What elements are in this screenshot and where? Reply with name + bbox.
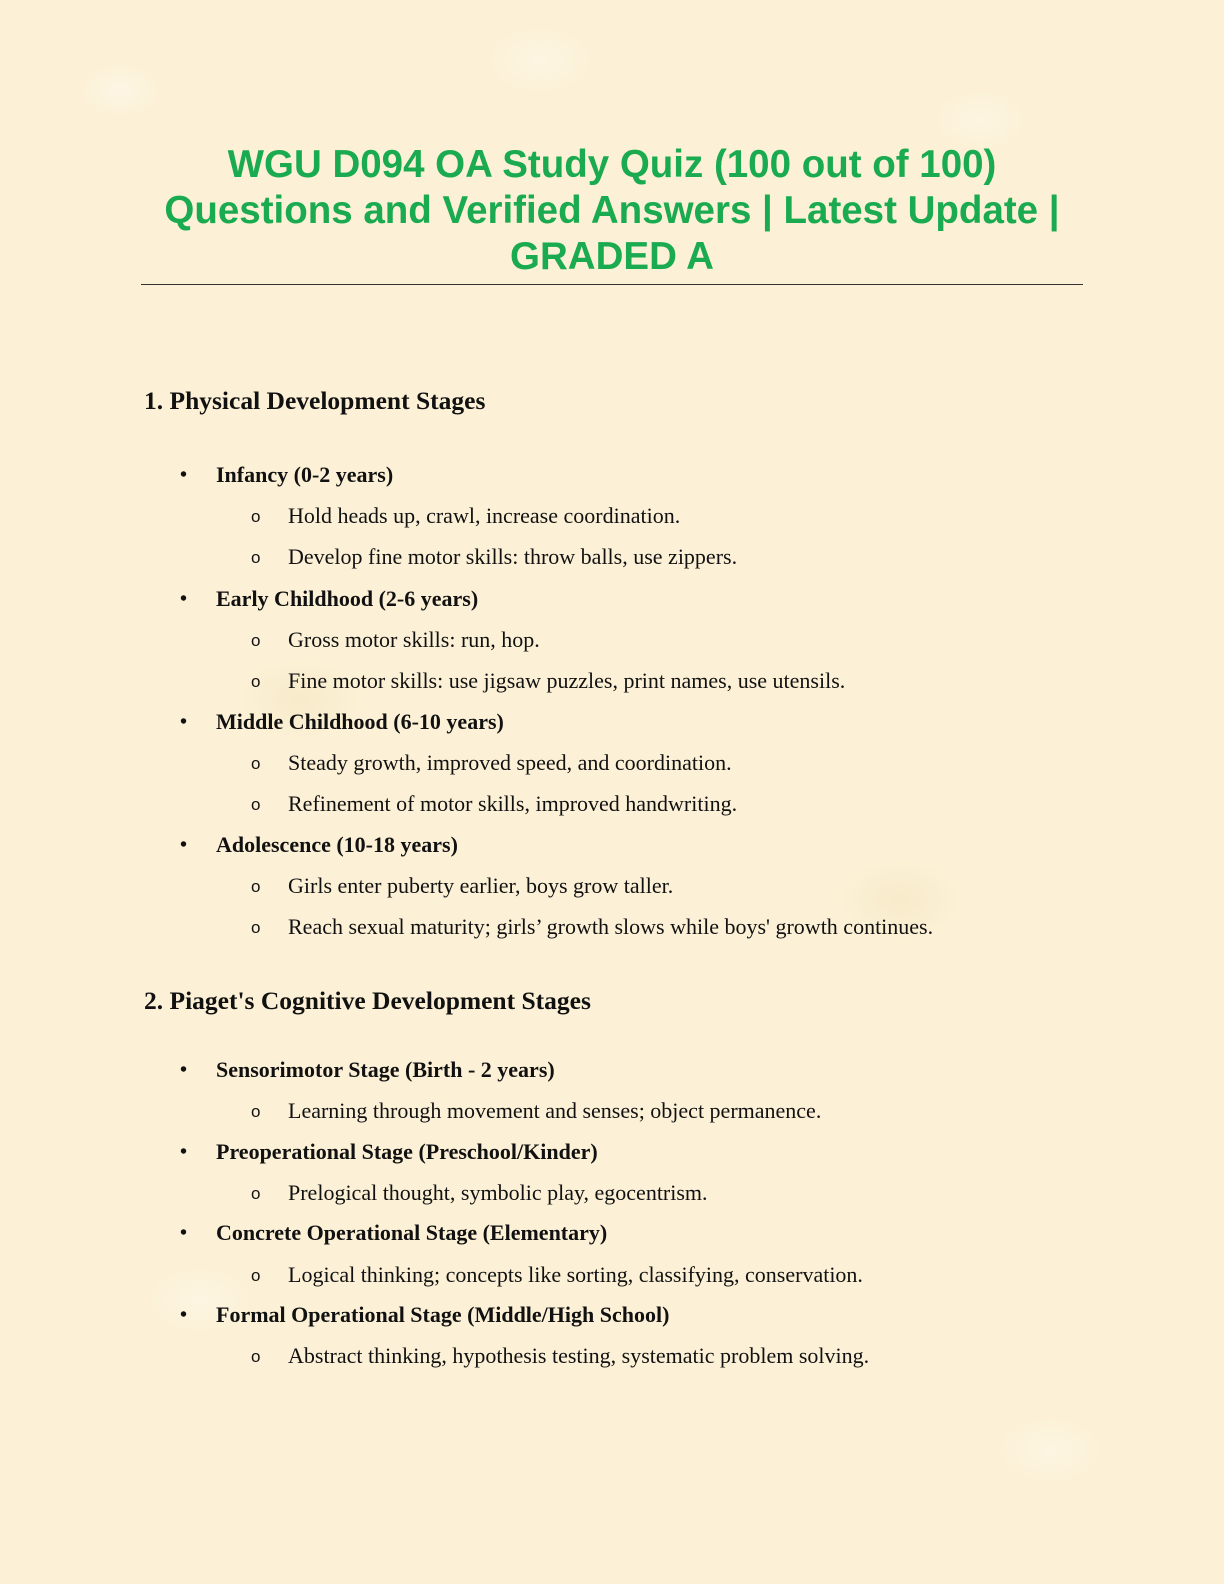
hollow-bullet-icon: o: [251, 754, 261, 773]
bullet-icon: •: [180, 834, 188, 856]
bullet-icon: •: [180, 1304, 188, 1326]
title-divider: [141, 284, 1083, 285]
sub-list-item-text: Girls enter puberty earlier, boys grow taller.: [288, 873, 674, 898]
hollow-bullet-icon: o: [251, 918, 261, 937]
sub-list-item-text: Learning through movement and senses; object permanence.: [288, 1098, 822, 1123]
section-heading-piaget-cognitive: 2. Piaget's Cognitive Development Stages: [144, 986, 591, 1015]
bullet-icon: •: [180, 1141, 188, 1163]
sub-list-item-text: Prelogical thought, symbolic play, egocentrism.: [288, 1180, 708, 1205]
hollow-bullet-icon: o: [251, 507, 261, 526]
document-title: [142, 142, 1082, 280]
hollow-bullet-icon: o: [251, 1184, 261, 1203]
bullet-icon: •: [180, 1222, 188, 1244]
list-item-label: Adolescence (10-18 years): [216, 832, 458, 857]
list-item-label: Concrete Operational Stage (Elementary): [216, 1220, 608, 1245]
sub-list-item-text: Develop fine motor skills: throw balls, use zippers.: [288, 544, 738, 569]
hollow-bullet-icon: o: [251, 631, 261, 650]
hollow-bullet-icon: o: [251, 877, 261, 896]
sub-list-item-text: Logical thinking; concepts like sorting, classifying, conservation.: [288, 1262, 863, 1287]
bullet-icon: •: [180, 464, 188, 486]
title-line-2: Questions and Verified Answers | Latest Update |: [164, 189, 1060, 232]
hollow-bullet-icon: o: [251, 1347, 261, 1366]
hollow-bullet-icon: o: [251, 1266, 261, 1285]
section-heading-physical-development: 1. Physical Development Stages: [144, 386, 486, 415]
sub-list-item-text: Abstract thinking, hypothesis testing, systematic problem solving.: [288, 1343, 870, 1368]
hollow-bullet-icon: o: [251, 795, 261, 814]
hollow-bullet-icon: o: [251, 548, 261, 567]
sub-list-item-text: Hold heads up, crawl, increase coordination.: [288, 503, 681, 528]
list-item-label: Sensorimotor Stage (Birth - 2 years): [216, 1057, 555, 1082]
list-item-label: Infancy (0-2 years): [216, 462, 394, 487]
sub-list-item-text: Steady growth, improved speed, and coordination.: [288, 750, 732, 775]
bullet-icon: •: [180, 1059, 188, 1081]
sub-list-item-text: Fine motor skills: use jigsaw puzzles, print names, use utensils.: [288, 668, 846, 693]
bullet-icon: •: [180, 711, 188, 733]
sub-list-item-text: Gross motor skills: run, hop.: [288, 627, 540, 652]
title-line-1: WGU D094 OA Study Quiz (100 out of 100): [227, 143, 997, 186]
title-line-3: GRADED A: [510, 235, 714, 278]
hollow-bullet-icon: o: [251, 1102, 261, 1121]
list-item-label: Preoperational Stage (Preschool/Kinder): [216, 1139, 598, 1164]
bullet-icon: •: [180, 588, 188, 610]
list-item-label: Early Childhood (2-6 years): [216, 586, 479, 611]
list-item-label: Middle Childhood (6-10 years): [216, 709, 504, 734]
sub-list-item-text: Refinement of motor skills, improved handwriting.: [288, 791, 738, 816]
hollow-bullet-icon: o: [251, 672, 261, 691]
list-item-label: Formal Operational Stage (Middle/High School): [216, 1302, 670, 1327]
sub-list-item-text: Reach sexual maturity; girls’ growth slows while boys' growth continues.: [288, 914, 934, 939]
